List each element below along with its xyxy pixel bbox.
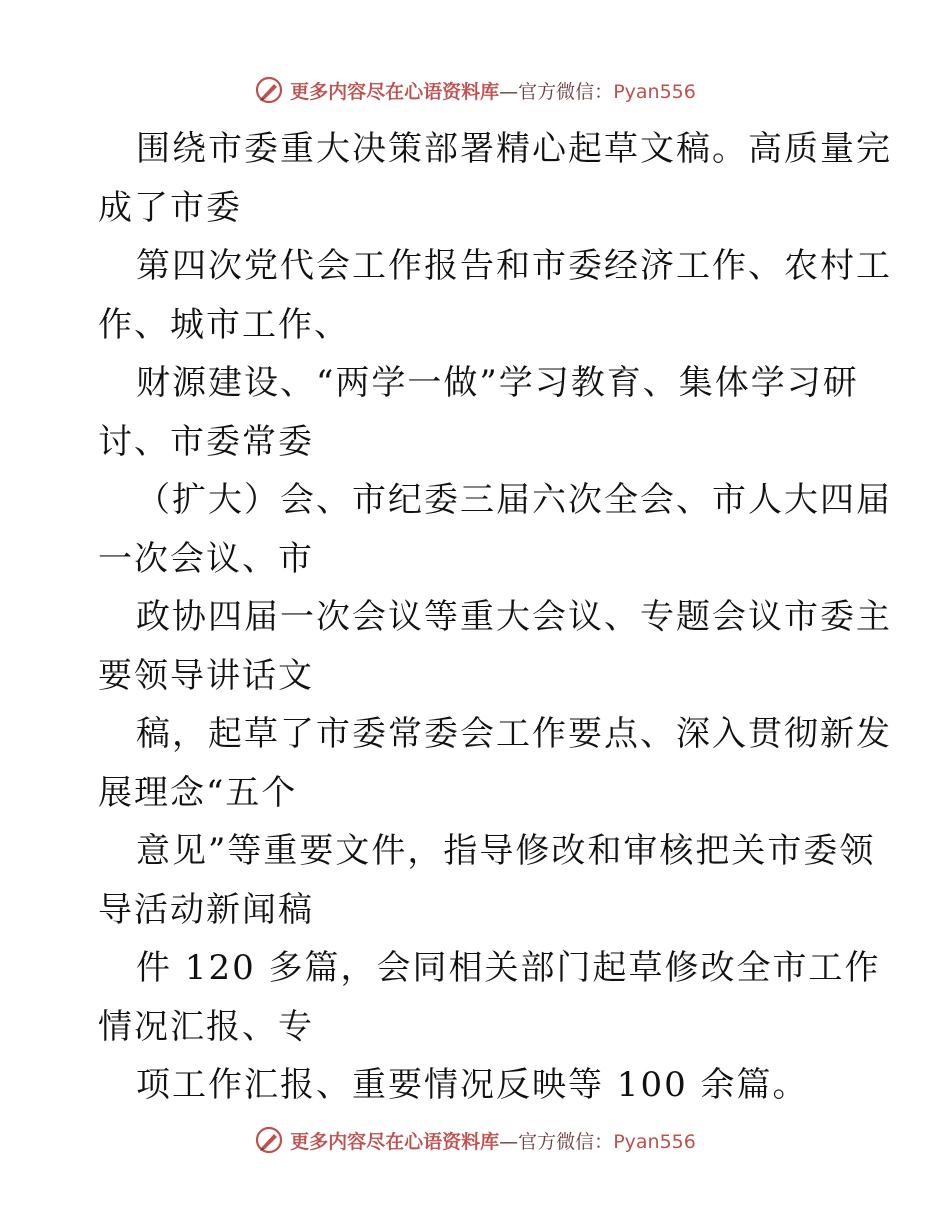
text-line: 围绕市委重大决策部署精心起草文稿。高质量完	[136, 129, 892, 169]
banner-dash: —	[499, 80, 519, 103]
text-line: 第四次党代会工作报告和市委经济工作、农村工	[136, 246, 892, 286]
text-line: 情况汇报、专	[98, 1006, 314, 1047]
text-line: 要领导讲话文	[98, 655, 314, 696]
footer-banner	[0, 1120, 950, 1160]
text-line: 讨、市委常委	[98, 421, 314, 462]
text-line: 政协四届一次会议等重大会议、专题会议市委主	[136, 597, 892, 637]
text-line: 成了市委	[98, 187, 242, 228]
banner-wechat-label: 官方微信：	[518, 1130, 614, 1153]
quill-pen-logo-icon	[254, 75, 284, 105]
banner-wechat-id: Pyan556	[613, 1130, 696, 1153]
banner-wechat-label: 官方微信：	[518, 80, 614, 103]
text-line: （扩大）会、市纪委三届六次全会、市人大四届	[136, 480, 892, 520]
text-line: 一次会议、市	[98, 538, 314, 579]
banner-main-text: 更多内容尽在心语资料库	[290, 1130, 500, 1153]
text-line: 件 120 多篇，会同相关部门起草修改全市工作	[136, 948, 881, 988]
text-line: 作、城市工作、	[98, 304, 350, 345]
text-line: 项工作汇报、重要情况反映等 100 余篇。	[136, 1065, 809, 1105]
banner-wechat-id: Pyan556	[613, 80, 696, 103]
text-line: 财源建设、“两学一做”学习教育、集体学习研	[136, 363, 859, 403]
text-line: 稿，起草了市委常委会工作要点、深入贯彻新发	[136, 714, 892, 754]
banner-main-text: 更多内容尽在心语资料库	[290, 80, 500, 103]
text-line: 导活动新闻稿	[98, 889, 314, 930]
banner-dash: —	[499, 1130, 519, 1153]
header-banner	[0, 70, 950, 110]
quill-pen-logo-icon	[254, 1125, 284, 1155]
text-line: 展理念“五个	[98, 772, 298, 813]
text-line: 意见”等重要文件，指导修改和审核把关市委领	[136, 831, 876, 871]
document-body	[98, 120, 892, 1115]
